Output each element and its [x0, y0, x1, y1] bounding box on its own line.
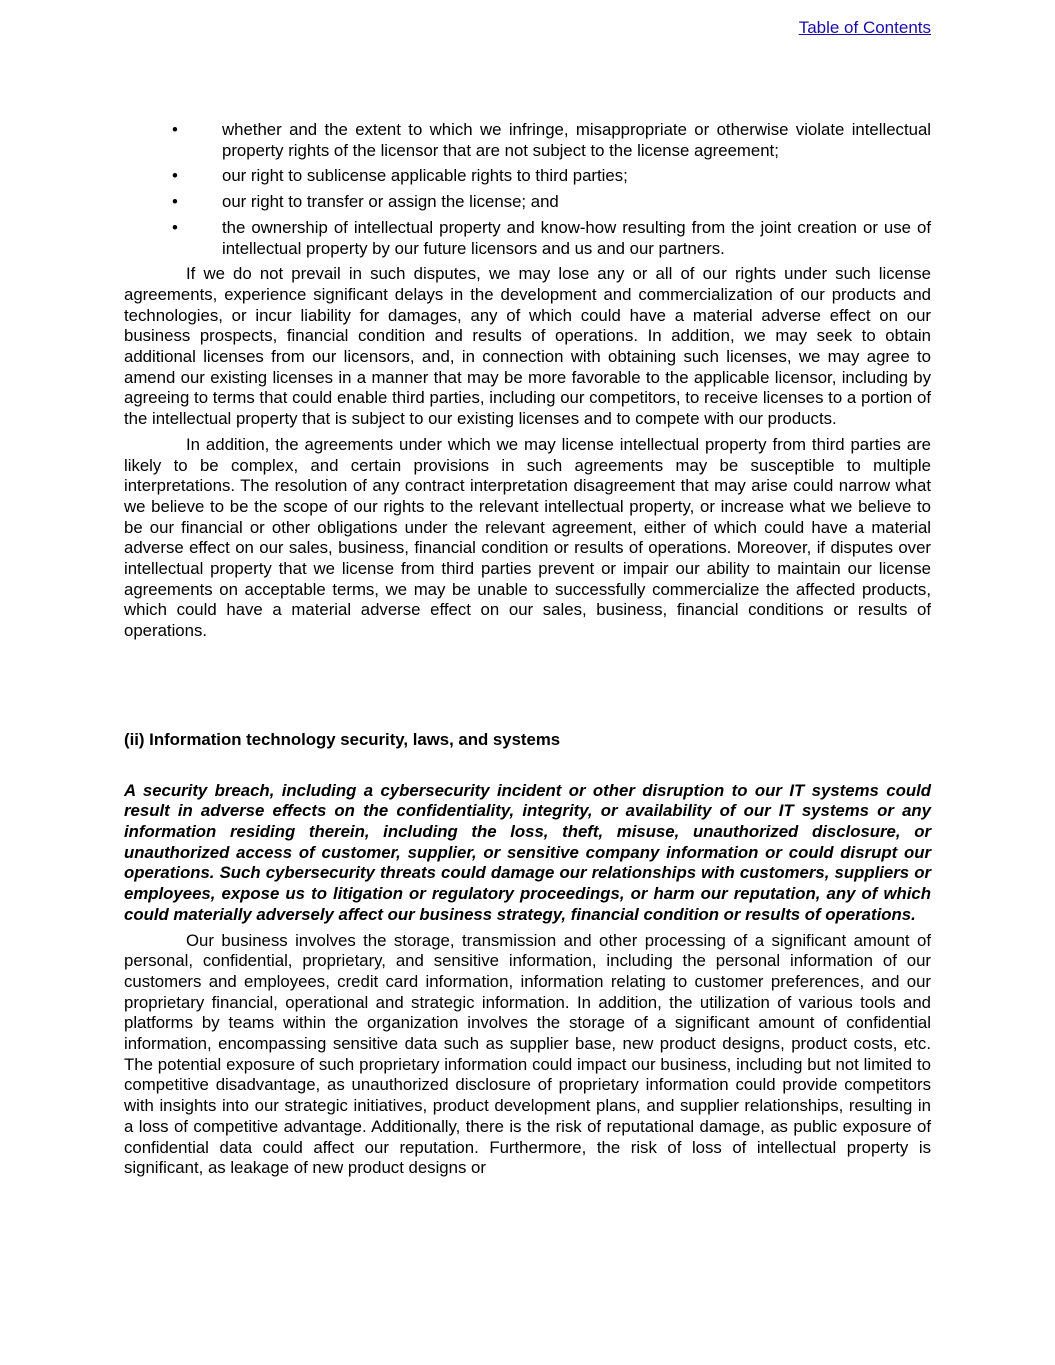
list-item	[124, 218, 931, 259]
table-of-contents-link[interactable]: Table of Contents	[798, 18, 931, 37]
list-item	[124, 120, 931, 161]
bullet-icon: •	[172, 217, 178, 237]
bullet-text: our right to sublicense applicable rights to third parties;	[222, 166, 628, 186]
list-item	[124, 166, 931, 187]
paragraph: Our business involves the storage, transmission and other processing of a significant amount of personal, confidential, proprietary, and sensitive information, including the personal information of our customers and employees, credit card information, information relating to customer preferences, and our proprietary financial, operational and strategic information. In addition, the utilization of various tools and platforms by teams within the organization involves the storage of a significant amount of confidential information, encompassing sensitive data such as supplier base, new product designs, product costs, etc. The potential exposure of such proprietary information could impact our business, including but not limited to competitive disadvantage, as unauthorized disclosure of proprietary information could provide competitors with insights into our strategic initiatives, product development plans, and supplier relationships, resulting in a loss of competitive advantage. Additionally, there is the risk of reputational damage, as public exposure of confidential data could affect our reputation. Furthermore, the risk of loss of intellectual property is significant, as leakage of new product designs or	[124, 930, 931, 1178]
document-body	[124, 120, 931, 1184]
bullet-text: the ownership of intellectual property and know-how resulting from the joint creation or use of intellectual property by our future licensors and us and our partners.	[222, 217, 931, 258]
bullet-list	[124, 120, 931, 259]
bullet-text: our right to transfer or assign the license; and	[222, 192, 559, 212]
section-heading: (ii) Information technology security, laws, and systems	[124, 729, 561, 749]
risk-factor-heading: A security breach, including a cybersecurity incident or other disruption to our IT systems could result in adverse effects on the confidentiality, integrity, or availability of our IT systems or any information residing therein, including the loss, theft, misuse, unauthorized disclosure, or unauthorized access of customer, supplier, or sensitive company information or could disrupt our operations. Such cybersecurity threats could damage our relationships with customers, suppliers or employees, expose us to litigation or regulatory proceedings, or harm our reputation, any of which could materially adversely affect our business strategy, financial condition or results of operations.	[124, 780, 931, 924]
paragraph: If we do not prevail in such disputes, we may lose any or all of our rights under such license agreements, experience significant delays in the development and commercialization of our products and technologies, or incur liability for damages, any of which could have a material adverse effect on our business prospects, financial condition and results of operations. In addition, we may seek to obtain additional licenses from our licensors, and, in connection with obtaining such licenses, we may agree to amend our existing licenses in a manner that may be more favorable to the applicable licensor, including by agreeing to terms that could enable third parties, including our competitors, to receive licenses to a portion of the intellectual property that is subject to our existing licenses and to compete with our products.	[124, 264, 931, 429]
paragraph: In addition, the agreements under which we may license intellectual property from third parties are likely to be complex, and certain provisions in such agreements may be susceptible to multiple interpretations. The resolution of any contract interpretation disagreement that may arise could narrow what we believe to be the scope of our rights to the relevant intellectual property, or increase what we believe to be our financial or other obligations under the relevant agreement, either of which could have a material adverse effect on our sales, business, financial condition or results of operations. Moreover, if disputes over intellectual property that we license from third parties prevent or impair our ability to maintain our license agreements on acceptable terms, we may be unable to successfully commercialize the affected products, which could have a material adverse effect on our sales, business, financial conditions or results of operations.	[124, 434, 931, 641]
bullet-icon: •	[172, 192, 178, 212]
list-item	[124, 192, 931, 213]
bullet-icon: •	[172, 166, 178, 186]
bullet-text: whether and the extent to which we infringe, misappropriate or otherwise violate intellectual property rights of the licensor that are not subject to the license agreement;	[222, 120, 931, 160]
bullet-icon: •	[172, 120, 178, 139]
